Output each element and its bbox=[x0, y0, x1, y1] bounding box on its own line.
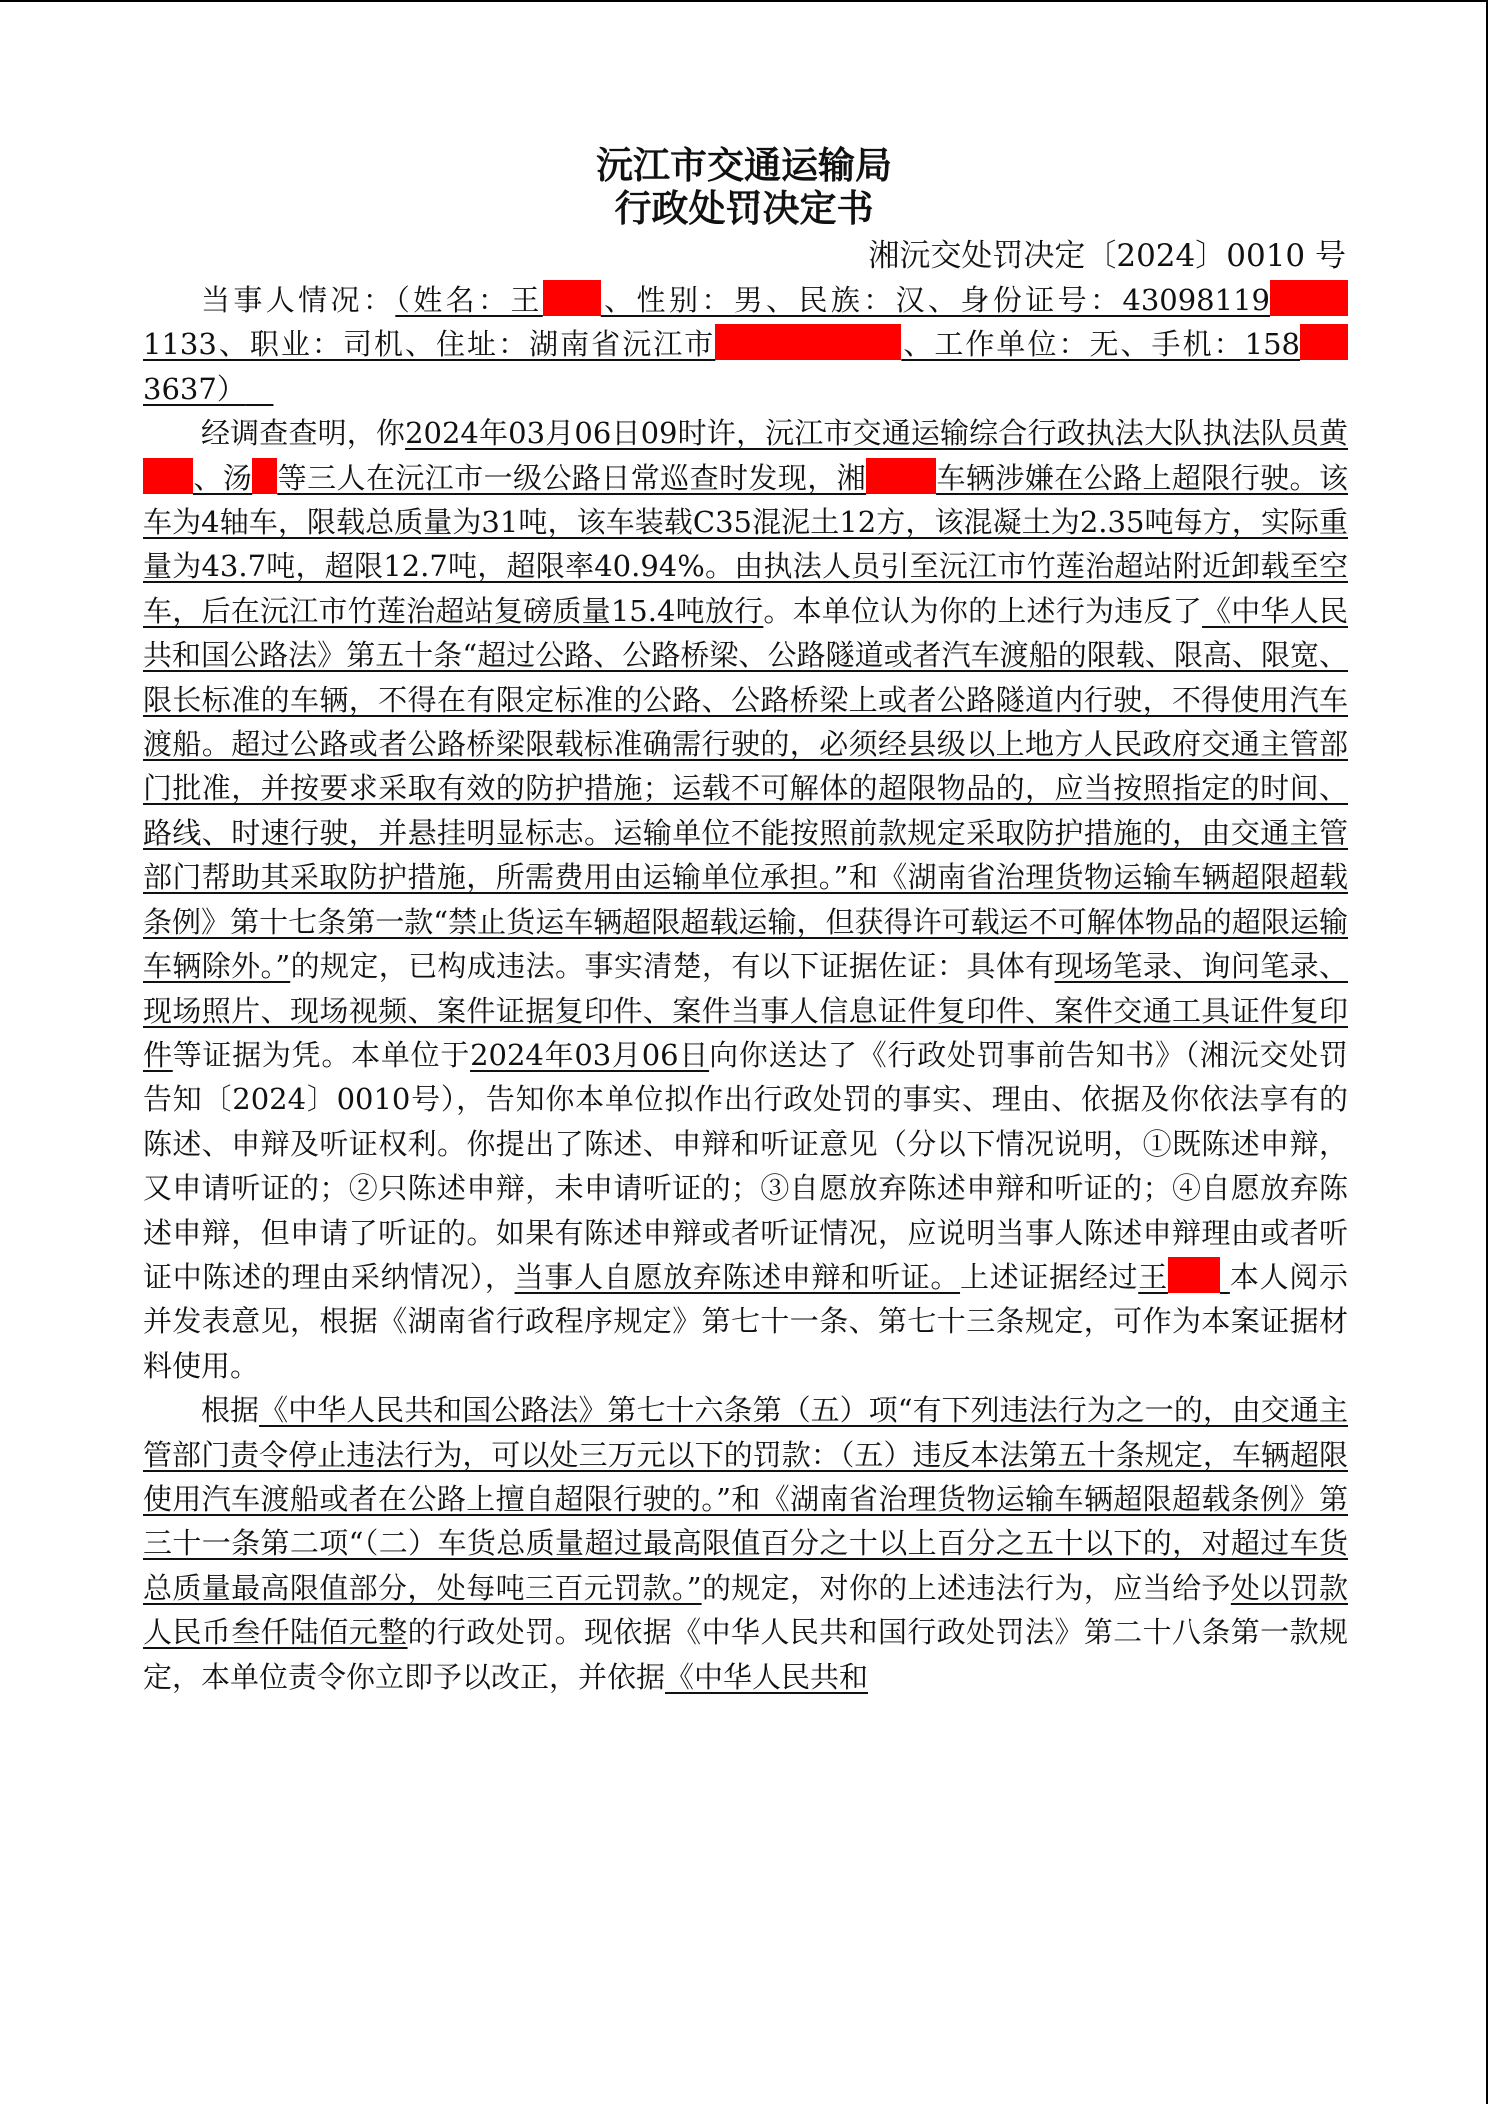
penalty-intro: 的规定，对你的上述违法行为，应当给予 bbox=[701, 1570, 1231, 1605]
redaction-block bbox=[866, 458, 936, 494]
evidence-list: 现场笔录、询问笔录、现场照片、现场视频、案件证据复印件、案件当事人信息证件复印件、案件交通工具证件复印件 bbox=[143, 949, 1348, 1072]
party-info-paragraph bbox=[143, 278, 1348, 411]
facts-text-1: 2024年03月06日09时许，沅江市交通运输综合行政执法大队执法队员黄 bbox=[405, 416, 1348, 451]
redaction-block bbox=[1270, 280, 1348, 316]
investigation-lead: 经调查查明，你 bbox=[201, 416, 406, 451]
penalty-basis-law: 《中华人民共和国公路法》第七十六条第（五）项“有下列违法行为之一的，由交通主管部门责令停止违法行为，可以处三万元以下的罚款：（五）违反本法第五十条规定，车辆超限使用汽车渡船或者在公路上擅自超限行驶的。”和《湖南省治理货物运输车辆超限超载条例》第三十一条第二项“（二）车货总质量超过最高限值百分之十以上百分之五十以下的，对超过车货总质量最高限值部分，处每吨三百元罚款。” bbox=[143, 1393, 1348, 1605]
party-id-text: 、性别：男、民族：汉、身份证号：43098119 bbox=[600, 283, 1270, 317]
document-body bbox=[143, 278, 1348, 1699]
evidence-review-intro: 上述证据经过 bbox=[960, 1259, 1139, 1294]
evidence-intro: 的规定，已构成违法。事实清楚，有以下证据佐证：具体有 bbox=[290, 949, 1055, 984]
evidence-review-text: 本人阅示并发表意见，根据《湖南省行政程序规定》第七十一条、第七十三条规定，可作为本案证据材料使用。 bbox=[143, 1259, 1348, 1383]
reviewer-name bbox=[1138, 1260, 1230, 1294]
notice-intro: 等证据为凭。本单位于 bbox=[172, 1037, 471, 1072]
document-title: 行政处罚决定书 bbox=[614, 187, 874, 230]
party-address-text: 1133、职业：司机、住址：湖南省沅江市 bbox=[143, 327, 716, 362]
redaction-block bbox=[715, 324, 901, 360]
penalty-law-continued: 《中华人民共和 bbox=[665, 1659, 869, 1694]
violated-law-text: 《中华人民共和国公路法》第五十条“超过公路、公路桥梁、公路隧道或者汽车渡船的限载、限高、限宽、限长标准的车辆，不得在有限定标准的公路、公路桥梁上或者公路隧道内行驶，不得使用汽车渡船。超过公路或者公路桥梁限载标准确需行驶的，必须经县级以上地方人民政府交通主管部门批准，并按要求采取有效的防护措施；运载不可解体的超限物品的，应当按照指定的时间、路线、时速行驶，并悬挂明显标志。运输单位不能按照前款规定采取防护措施的，由交通主管部门帮助其采取防护措施，所需费用由运输单位承担。”和《湖南省治理货物运输车辆超限超载条例》第十七条第一款“禁止货运车辆超限超载运输，但获得许可载运不可解体物品的超限运输车辆除外。” bbox=[143, 593, 1348, 984]
reviewer-surname: 王 bbox=[1138, 1259, 1168, 1294]
penalty-text: 的行政处罚。现依据《中华人民共和国行政处罚法》第二十八条第一款规定，本单位责令你立即予以改正，并依据 bbox=[143, 1615, 1348, 1694]
facts-text-4: 车辆涉嫌在公路上超限行驶。该车为4轴车，限载总质量为31吨，该车装载C35混泥土12方，该混凝土为2.35吨每方，实际重量为43.7吨，超限12.7吨，超限率40.94%。由执法人员引至沅江市竹莲治超站附近卸载至空车，后在沅江市竹莲治超站复磅质量15.4吨放行 bbox=[143, 460, 1348, 628]
redaction-block bbox=[1300, 324, 1348, 360]
notice-date: 2024年03月06日 bbox=[470, 1037, 710, 1072]
party-info-label: 当事人情况： bbox=[201, 283, 396, 317]
investigation-paragraph bbox=[143, 411, 1348, 1388]
notice-text: 向你送达了《行政处罚事前告知书》（湘沅交处罚告知〔2024〕0010号），告知你本单位拟作出行政处罚的事实、理由、依据及你依法享有的陈述、申辩及听证权利。你提出了陈述、申辩和听证意见（分以下情况说明，①既陈述申辩，又申请听证的；②只陈述申辩，未申请听证的；③自愿放弃陈述申辩和听证的；④自愿放弃陈述申辩，但申请了听证的。如果有陈述申辩或者听证情况，应说明当事人陈述申辩理由或者听证中陈述的理由采纳情况）， bbox=[143, 1037, 1348, 1294]
issuing-authority: 沅江市交通运输局 bbox=[596, 144, 892, 187]
penalty-lead: 根据 bbox=[201, 1393, 260, 1428]
hearing-waiver: 当事人自愿放弃陈述申辩和听证。 bbox=[514, 1259, 961, 1294]
document-number: 湘沅交处罚决定〔2024〕0010 号 bbox=[868, 238, 1346, 274]
redaction-block bbox=[252, 458, 277, 494]
party-phone-text: 、工作单位：无、手机：158 bbox=[901, 327, 1300, 362]
penalty-amount: 处以罚款人民币叁仟陆佰元整 bbox=[143, 1570, 1348, 1650]
facts-text-3: 等三人在沅江市一级公路日常巡查时发现，湘 bbox=[277, 460, 867, 495]
facts-text-2: 、汤 bbox=[193, 460, 253, 495]
redaction-block bbox=[143, 458, 193, 494]
party-phone-end-text: 3637） bbox=[143, 371, 246, 406]
party-name-text: （姓名：王 bbox=[395, 283, 543, 317]
redaction-block bbox=[1168, 1257, 1220, 1293]
redaction-block bbox=[543, 280, 601, 316]
violation-intro: 。本单位认为你的上述行为违反了 bbox=[763, 593, 1203, 628]
penalty-paragraph bbox=[143, 1388, 1348, 1699]
